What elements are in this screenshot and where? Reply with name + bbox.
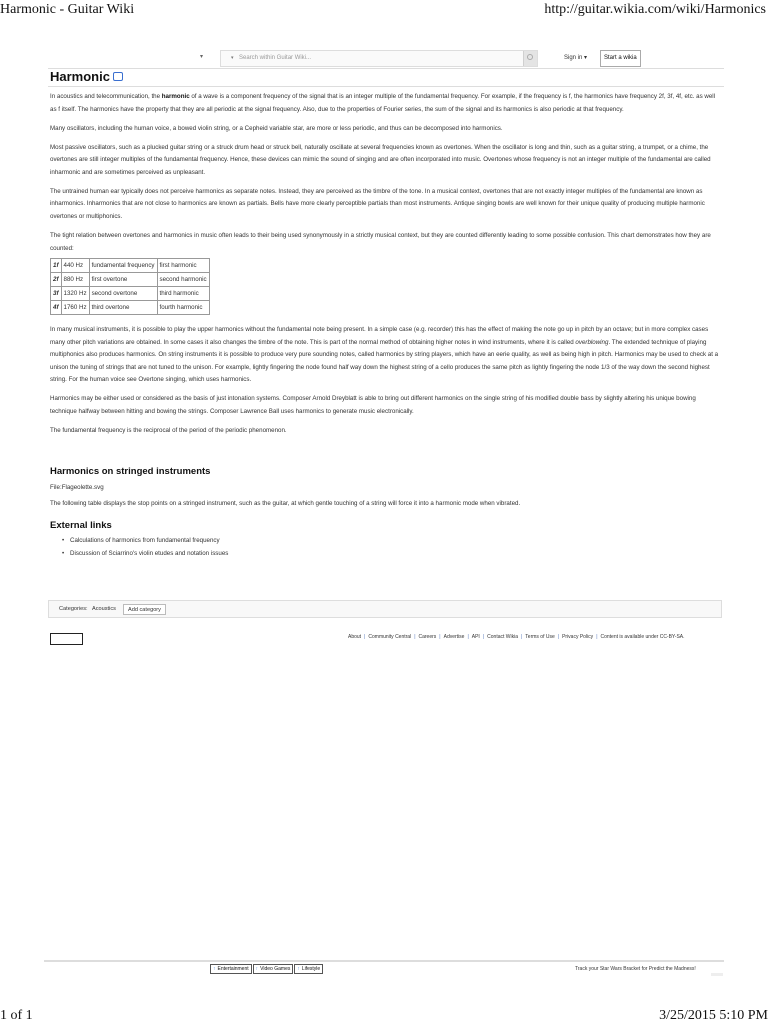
external-link[interactable]: • Calculations of harmonics from fundamental frequency (62, 535, 720, 548)
table-cell: 1760 Hz (61, 301, 89, 315)
search-box[interactable] (220, 50, 538, 67)
table-cell: third overtone (89, 301, 157, 315)
title-divider-bottom (48, 86, 724, 87)
paragraph-instruments (50, 324, 720, 387)
table-cell: 880 Hz (61, 273, 89, 287)
file-link[interactable]: File:Flageolette.svg (50, 484, 104, 492)
print-page-title: Harmonic - Guitar Wiki (0, 2, 135, 17)
print-datetime: 3/25/2015 5:10 PM (659, 1008, 768, 1023)
add-category-button[interactable]: Add category (123, 604, 166, 615)
paragraph-oscillators: Many oscillators, including the human voice, a bowed violin string, or a Cepheid variable star, are more or less periodic, and thus can be decomposed into harmonics. (50, 124, 503, 132)
global-footer-divider (44, 960, 724, 962)
page-title-text: Harmonic (50, 69, 110, 84)
footer-link[interactable]: Careers (418, 634, 437, 640)
nav-label: Entertainment (217, 966, 249, 972)
footer-link[interactable]: Privacy Policy (562, 634, 594, 640)
footer-link[interactable]: About (348, 634, 362, 640)
table-cell: fourth harmonic (157, 301, 209, 315)
table-cell: 440 Hz (61, 259, 89, 273)
search-icon (527, 54, 533, 60)
paragraph-stop-points: The following table displays the stop points on a stringed instrument, such as the guitar, at which gentle touching of a string will force it into a harmonic mode when vibrated. (50, 499, 521, 507)
footer-link[interactable]: Community Central (368, 634, 412, 640)
external-links-list (62, 535, 720, 561)
footer-license[interactable]: Content is available under CC-BY-SA. (600, 634, 685, 640)
search-scope-chevron-icon[interactable]: ▾ (231, 55, 234, 61)
promo-link[interactable]: Track your Star Wars Bracket for Predict the Madness! (575, 966, 696, 972)
harmonics-table (50, 258, 210, 315)
table-cell: 3f (51, 287, 62, 301)
italic-term: overblowing (575, 338, 609, 346)
paragraph-overtones: Most passive oscillators, such as a plucked guitar string or a struck drum head or struck bell, naturally oscillate at several frequencies known as overtones. When the oscillator is long and thin, such as a guitar string, a trumpet, or a chime, the overtones are still integer multiples of the fundamental frequency. Hence, these devices can mimic the sound of singing and are often incorporated into music. Overtones whose frequency is not an integer multiple of the fundamental are called inharmonic and are sometimes perceived as unpleasant. (50, 143, 711, 176)
hub-dropdown-icon[interactable]: ▾ (200, 54, 204, 60)
paragraph-ear: The untrained human ear typically does not perceive harmonics as separate notes. Instead, they are perceived as the timbre of the tone. In a musical context, overtones that are not exactly integer multiples of the fundamental are known as inharmonics. Inharmonics that are not close to harmonics are known as partials. Bells have more clearly perceptible partials than most instruments. Antique singing bowls are well known for their unique quality of producing multiple harmonic overtones or multiphonics. (50, 187, 705, 220)
paragraph-relation: The tight relation between overtones and harmonics in music often leads to their being used synonymously in a strictly musical context, but they are counted differently leading to some possible confusion. This chart demonstrates how they are counted: (50, 231, 711, 252)
article-content (50, 91, 720, 561)
start-wiki-button[interactable]: Start a wikia (600, 50, 641, 67)
nav-video-games[interactable] (253, 964, 294, 974)
footer-link[interactable]: Terms of Use (525, 634, 555, 640)
print-page-number: 1 of 1 (0, 1008, 33, 1023)
nav-lifestyle[interactable] (294, 964, 323, 974)
table-row (51, 259, 210, 273)
table-cell: 2f (51, 273, 62, 287)
footer-links: About | Community Central | Careers | Advertise | API | Contact Wikia | Terms of Use | Privacy Policy | Content is available under CC-BY-SA. (345, 634, 688, 640)
table-cell: 1320 Hz (61, 287, 89, 301)
table-row (51, 287, 210, 301)
category-link[interactable]: Acoustics (92, 606, 116, 612)
footer-logo-box[interactable] (50, 633, 83, 645)
table-row (51, 301, 210, 315)
paragraph-intro (50, 91, 720, 116)
table-cell: second harmonic (157, 273, 209, 287)
table-row (51, 273, 210, 287)
footer-link[interactable]: Advertise (443, 634, 465, 640)
table-cell: third harmonic (157, 287, 209, 301)
promo-thumbnail[interactable] (711, 973, 723, 976)
search-input[interactable]: Search within Guitar Wiki... (239, 55, 312, 61)
paragraph-text: of a wave is a component frequency of the signal that is an integer multiple of the fundamental frequency. For example, if the frequency is f, the harmonics have frequency 2f, 3f, 4f, etc. as well as f itself. The harmonics have the property that they are all periodic at the signal frequency. Also, due to the properties of Fourier series, the sum of the signal and its harmonics is also periodic at that frequency. (50, 93, 716, 113)
table-cell: first harmonic (157, 259, 209, 273)
arrow-up-icon: ↑ (297, 966, 300, 972)
nav-label: Lifestyle (301, 966, 321, 972)
external-link[interactable]: • Discussion of Sciarrino's violin etudes and notation issues (62, 548, 720, 561)
edit-icon[interactable] (113, 72, 123, 81)
global-navigation (210, 964, 324, 974)
table-cell: fundamental frequency (89, 259, 157, 273)
table-cell: second overtone (89, 287, 157, 301)
wikia-top-bar (48, 50, 724, 68)
table-cell: 4f (51, 301, 62, 315)
search-button[interactable] (523, 51, 537, 66)
arrow-up-icon: ↑ (255, 966, 259, 972)
bold-term: harmonic (161, 93, 190, 100)
paragraph-just-intonation: Harmonics may be either used or considered as the basis of just intonation systems. Composer Arnold Dreyblatt is able to bring out different harmonics on the single string of his modified double bass by slightly altering his unique bowing technique halfway between hitting and bowing the strings. Composer Lawrence Ball uses harmonics to generate music electronically. (50, 395, 696, 416)
paragraph-fundamental: The fundamental frequency is the reciprocal of the period of the periodic phenomenon. (50, 427, 287, 435)
title-divider (48, 68, 724, 69)
nav-entertainment[interactable] (210, 964, 252, 974)
print-page-url: http://guitar.wikia.com/wiki/Harmonics (544, 2, 766, 17)
paragraph-text: In acoustics and telecommunication, the (50, 93, 162, 100)
paragraph-text: In many musical instruments, it is possible to play the upper harmonics without the fundamental note being present. In a simple case (e.g. recorder) this has the effect of making the note go up in pitch by an octave; but in more complex cases many other pitch variations are obtained. In some cases it also changes the timbre of the note. This is part of the normal method of obtaining higher notes in wind instruments, where it is called (50, 326, 709, 346)
footer-link[interactable]: Contact Wikia (487, 634, 518, 640)
section-heading-stringed: Harmonics on stringed instruments (50, 465, 211, 477)
table-cell: 1f (51, 259, 62, 273)
paragraph-text: . The extended technique of playing multiphonics also produces harmonics. On string instruments it is possible to produce very pure sounding notes, called harmonics by string players, which have an eerie quality, as well as being high in pitch. Harmonics may be used to check at a unison the tuning of strings that are not tuned to the unison. For example, lightly fingering the node found half way down the highest string of a cello produces the same pitch as lightly fingering the node 1/3 of the way down the second highest string. For the human voice see Overtone singing, which uses harmonics. (50, 338, 719, 384)
nav-label: Video Games (260, 966, 291, 972)
categories-bar (48, 600, 722, 618)
arrow-up-icon: ↑ (213, 966, 216, 972)
sign-in-link[interactable]: Sign in ▾ (564, 55, 588, 61)
page-title (50, 69, 123, 84)
section-heading-external-links: External links (50, 520, 112, 532)
footer-link[interactable]: API (471, 634, 480, 640)
categories-label: Categories: (59, 606, 88, 612)
table-cell: first overtone (89, 273, 157, 287)
